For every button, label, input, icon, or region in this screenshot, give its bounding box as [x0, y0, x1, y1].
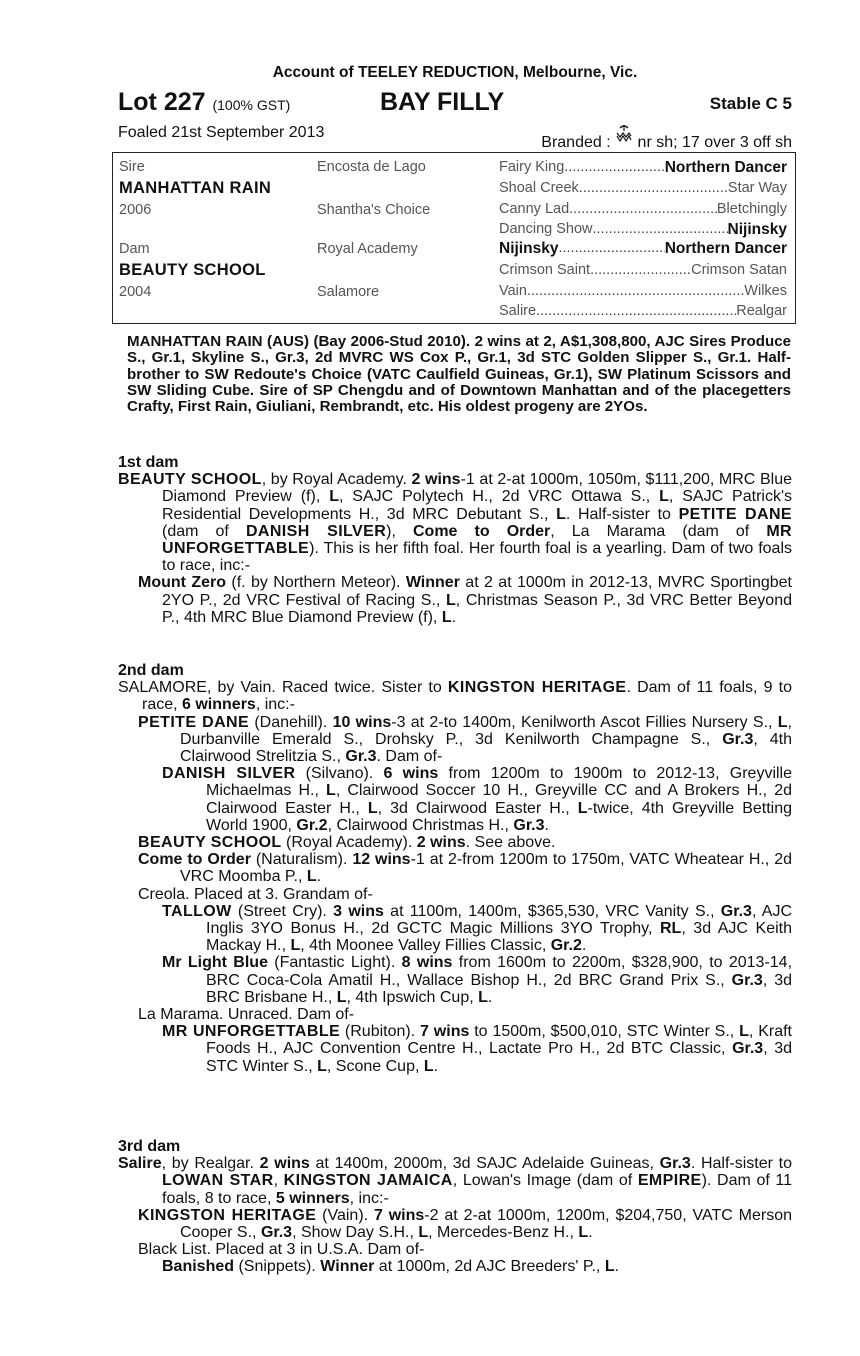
sire-name: MANHATTAN RAIN: [119, 179, 272, 197]
listed-mark: L: [578, 1224, 589, 1242]
text: . Half-sister to: [565, 505, 679, 523]
text: (Fantastic Light).: [267, 954, 402, 972]
text: , Clairwood Soccer 10 H., Greyville CC and A Brokers H., 2d Clairwood Easter H.,: [206, 782, 792, 817]
text: -1 at 2-at 1000m, 1050m, $111,200, MRC Blue Diamond Preview (f),: [162, 471, 792, 506]
lot-number: [118, 88, 290, 117]
text: .: [581, 937, 587, 955]
text: , SAJC Patrick's Residential Developments H., 3d MRC Debutant S.,: [162, 488, 793, 523]
text: , 3d STC Winter S.,: [206, 1040, 793, 1075]
text: ),: [386, 522, 413, 540]
text: .: [433, 1057, 439, 1075]
section-heading: 3rd dam: [118, 1138, 181, 1155]
text: , by Realgar.: [161, 1155, 260, 1173]
text: (Naturalism).: [250, 851, 353, 869]
group-mark: Gr.3: [260, 1224, 293, 1242]
horse-name: DANISH SILVER: [245, 522, 387, 540]
text: , Clairwood Christmas H.,: [327, 816, 514, 834]
text: , Kraft Foods H., AJC Convention Centre H., Lactate Pro H., 2d BTC Classic,: [206, 1023, 792, 1058]
text: .: [614, 1258, 620, 1276]
first-dam-section: [118, 454, 792, 626]
pedigree-right: Nijinsky: [727, 221, 787, 238]
section-heading: 1st dam: [118, 454, 179, 471]
pedigree-line: [499, 240, 787, 258]
listed-mark: RL: [659, 920, 682, 938]
text: (Rubiton).: [340, 1023, 421, 1041]
stable-location: Stable C 5: [709, 94, 792, 113]
pedigree-line: [499, 180, 787, 196]
pedigree-table: [112, 152, 796, 324]
progeny-entry: [118, 954, 792, 1006]
pedigree-left: Crimson Saint: [499, 262, 591, 278]
text: , 3d BRC Brisbane H.,: [206, 971, 793, 1006]
text: (Danehill).: [249, 713, 333, 731]
second-dam-section: [118, 662, 792, 1075]
wins-count: 7 wins: [420, 1023, 470, 1041]
group-mark: Gr.2: [296, 816, 328, 834]
text: ). This is her fifth foal. Her fourth foal is a yearling. Dam of two foals to race, inc:-: [162, 540, 792, 575]
progeny-entry: [118, 1023, 792, 1075]
horse-name: KINGSTON HERITAGE: [138, 1206, 317, 1224]
dam-entry: [118, 679, 792, 713]
progeny-entry: [118, 765, 792, 834]
progeny-entry: Creola. Placed at 3. Grandam of-: [138, 885, 373, 903]
foaled-date: Foaled 21st September 2013: [118, 124, 325, 141]
listed-mark: L: [478, 988, 488, 1006]
pedigree-line: [499, 159, 787, 177]
text: . Dam of-: [376, 748, 443, 766]
wins-count: 6 winners: [182, 696, 256, 714]
horse-name: EMPIRE: [637, 1172, 702, 1190]
pedigree-left: Canny Lad: [499, 201, 570, 217]
horse-name: DANISH SILVER: [162, 765, 296, 783]
text: , SAJC Polytech H., 2d VRC Ottawa S.,: [338, 488, 660, 506]
horse-name: Banished: [162, 1258, 235, 1276]
wins-count: 2 wins: [416, 834, 466, 852]
brand-prefix: Branded :: [541, 134, 616, 151]
text: .: [487, 988, 493, 1006]
progeny-entry: [118, 574, 792, 626]
listed-mark: L: [604, 1258, 615, 1276]
text: . Dam of 11 foals, 9 to race,: [142, 679, 793, 714]
lot-sex: BAY FILLY: [380, 88, 505, 116]
brand-suffix: nr sh; 17 over 3 off sh: [633, 134, 792, 151]
text: .: [588, 1224, 593, 1242]
pedigree-line: [499, 221, 787, 239]
wins-count: 2 wins: [259, 1155, 310, 1173]
pedigree-right: Northern Dancer: [664, 240, 787, 257]
horse-name: BEAUTY SCHOOL: [118, 471, 262, 489]
progeny-entry: La Marama. Unraced. Dam of-: [138, 1006, 355, 1024]
group-mark: Gr.3: [720, 902, 752, 920]
horse-name: Mount Zero: [138, 574, 227, 592]
pedigree-right: Wilkes: [744, 283, 787, 299]
progeny-entry: [118, 714, 792, 766]
horse-name: Come to Order: [138, 851, 251, 869]
text: , inc:-: [255, 696, 295, 714]
text: , AJC Inglis 3YO Bonus H., 2d GCTC Magic Millions 3YO Trophy,: [206, 902, 793, 938]
horse-name: TALLOW: [162, 902, 232, 920]
pedigree-right: Bletchingly: [716, 201, 787, 217]
progeny-entry: [118, 1207, 792, 1241]
dam-dam: Salamore: [317, 284, 380, 300]
listed-mark: L: [290, 937, 301, 955]
wins-count: Winner: [405, 574, 460, 592]
dam-sire: Royal Academy: [317, 241, 418, 257]
pedigree-right: Realgar: [736, 303, 787, 319]
pedigree-left: Shoal Creek: [499, 180, 579, 196]
wins-count: 6 wins: [383, 765, 439, 783]
wins-count: 8 wins: [401, 954, 453, 972]
text: (Silvano).: [295, 765, 384, 783]
group-mark: Gr.3: [659, 1155, 691, 1173]
gst-note: (100% GST): [212, 97, 291, 113]
sire-label: Sire: [119, 159, 145, 175]
progeny-entry: Black List. Placed at 3 in U.S.A. Dam of-: [138, 1241, 425, 1259]
group-mark: Gr.3: [345, 748, 377, 766]
pedigree-line: [499, 283, 787, 299]
listed-mark: L: [446, 591, 456, 609]
dam-year: 2004: [119, 284, 152, 300]
text: -2 at 2-at 1000m, 1200m, $204,750, VATC Merson Cooper S.,: [180, 1206, 793, 1242]
progeny-entry: [118, 834, 792, 851]
wins-count: Winner: [320, 1258, 375, 1276]
text: , Christmas Season P., 3d VRC Better Beyond P., 4th MRC Blue Diamond Preview (f),: [162, 591, 792, 626]
text: .: [316, 868, 322, 886]
horse-name: BEAUTY SCHOOL: [138, 834, 282, 852]
horse-name: Come to Order: [413, 522, 551, 540]
listed-mark: L: [577, 799, 588, 817]
horse-name: PETITE DANE: [138, 713, 250, 731]
listed-mark: L: [423, 1057, 434, 1075]
pedigree-line: [499, 262, 787, 278]
text: , Durbanville Emerald S., Drohsky P., 3d Kenilworth Champagne S.,: [180, 713, 792, 748]
text: -twice, 4th Greyville Betting World 1900,: [206, 799, 793, 834]
pedigree-line: [499, 303, 787, 319]
text: .: [544, 816, 549, 834]
text: ). Dam of 11 foals, 8 to race,: [162, 1172, 793, 1207]
horse-name: Salire: [118, 1155, 162, 1173]
pedigree-right: Star Way: [727, 180, 787, 196]
text: , inc:-: [349, 1189, 389, 1207]
wins-count: 3 wins: [333, 902, 384, 920]
listed-mark: L: [418, 1224, 429, 1242]
sire-sire: Encosta de Lago: [317, 159, 426, 175]
group-mark: Gr.3: [731, 971, 763, 989]
horse-name: MR UNFORGETTABLE: [162, 1023, 341, 1041]
section-heading: 2nd dam: [118, 662, 184, 679]
progeny-entry: [118, 1258, 792, 1275]
listed-mark: L: [326, 782, 336, 800]
wins-count: 2 wins: [411, 471, 461, 489]
text: , by Royal Academy.: [261, 471, 412, 489]
text: . Half-sister to: [690, 1155, 793, 1173]
brand-info: [541, 124, 792, 152]
dam-entry: [118, 471, 792, 574]
text: , 4th Clairwood Strelitzia S.,: [180, 730, 792, 766]
text: -3 at 2-to 1400m, Kenilworth Ascot Fillies Nursery S.,: [391, 713, 778, 731]
text: , 3d AJC Keith Mackay H.,: [206, 920, 793, 955]
group-mark: Gr.2: [550, 937, 582, 955]
text: SALAMORE, by Vain. Raced twice. Sister to: [118, 679, 448, 697]
listed-mark: L: [739, 1023, 749, 1041]
pedigree-left: Fairy King: [499, 159, 565, 175]
horse-name: PETITE DANE: [678, 505, 792, 523]
wins-count: 7 wins: [373, 1206, 425, 1224]
sire-dam: Shantha's Choice: [317, 202, 431, 218]
listed-mark: L: [336, 988, 347, 1006]
lot-header: [118, 88, 792, 120]
group-mark: Gr.3: [722, 730, 754, 748]
text: , Show Day S.H.,: [292, 1224, 419, 1242]
text: at 1400m, 2000m, 3d SAJC Adelaide Guineas,: [309, 1155, 660, 1173]
text: , 3d Clairwood Easter H.,: [377, 799, 578, 817]
pedigree-left: Salire: [499, 303, 537, 319]
text: at 1100m, 1400m, $365,530, VRC Vanity S.,: [383, 902, 721, 920]
text: , Mercedes-Benz H.,: [428, 1224, 579, 1242]
text: from 1200m to 1900m to 2012-13, Greyville Michaelmas H.,: [206, 765, 793, 800]
listed-mark: L: [317, 1057, 327, 1075]
wins-count: 5 winners: [275, 1189, 350, 1207]
listed-mark: L: [777, 713, 788, 731]
sire-year: 2006: [119, 202, 152, 218]
dam-entry: [118, 1155, 792, 1207]
text: , 4th Moonee Valley Fillies Classic,: [300, 937, 551, 955]
text: , 4th Ipswich Cup,: [346, 988, 479, 1006]
horse-name: LOWAN STAR: [162, 1172, 274, 1190]
wins-count: 10 wins: [332, 713, 392, 731]
text: (Street Cry).: [231, 902, 334, 920]
pedigree-left: Nijinsky: [499, 240, 559, 257]
text: (Snippets).: [234, 1258, 321, 1276]
progeny-entry: [118, 851, 792, 885]
lot-label: Lot 227: [118, 88, 206, 116]
listed-mark: L: [659, 488, 669, 506]
text: (dam of: [162, 522, 246, 540]
progeny-entry: [118, 903, 792, 955]
horse-name: Mr Light Blue: [162, 954, 268, 972]
listed-mark: L: [306, 868, 317, 886]
horse-name: KINGSTON HERITAGE: [447, 679, 627, 697]
horse-name: MR UNFORGETTABLE: [162, 522, 793, 558]
text: .: [451, 608, 457, 626]
listed-mark: L: [329, 488, 339, 506]
text: at 2 at 1000m in 2012-13, MVRC Sportingbet 2YO P., 2d VRC Festival of Racing S.,: [162, 574, 792, 609]
listed-mark: L: [367, 799, 378, 817]
pedigree-line: [499, 201, 787, 217]
text: to 1500m, $500,010, STC Winter S.,: [469, 1023, 740, 1041]
group-mark: Gr.3: [513, 816, 545, 834]
text: . See above.: [465, 834, 556, 852]
pedigree-left: Vain: [499, 283, 527, 299]
pedigree-right: Northern Dancer: [664, 159, 787, 176]
pedigree-right: Crimson Satan: [691, 262, 787, 278]
listed-mark: L: [441, 608, 452, 626]
text: , Lowan's Image (dam of: [452, 1172, 638, 1190]
listed-mark: L: [556, 505, 566, 523]
dam-label: Dam: [119, 241, 150, 257]
brand-mark-icon: [615, 124, 633, 147]
text: from 1600m to 2200m, $328,900, to 2013-14, BRC Coca-Cola Amatil H., Wallace Bishop H., 2d BRC Grand Prix S.,: [206, 954, 793, 989]
third-dam-section: [118, 1138, 792, 1276]
text: (Vain).: [316, 1206, 374, 1224]
text: at 1000m, 2d AJC Breeders' P.,: [374, 1258, 605, 1276]
text: , La Marama (dam of: [550, 522, 767, 540]
horse-name: KINGSTON JAMAICA: [283, 1172, 453, 1190]
text: -1 at 2-from 1200m to 1750m, VATC Wheatear H., 2d VRC Moomba P.,: [180, 851, 793, 886]
dam-name: BEAUTY SCHOOL: [119, 261, 266, 279]
text: (Royal Academy).: [281, 834, 417, 852]
pedigree-left: Dancing Show: [499, 221, 593, 237]
wins-count: 12 wins: [352, 851, 411, 869]
vendor-account: Account of TEELEY REDUCTION, Melbourne, Vic.: [272, 64, 638, 81]
sire-summary: MANHATTAN RAIN (AUS) (Bay 2006-Stud 2010). 2 wins at 2, A$1,308,800, AJC Sires Produce S., Gr.1, Skyline S., Gr.3, 2d MVRC WS Cox P., Gr.1, 3d STC Golden Slipper S., Gr.1. Half-brother to SW Redoute's Choice (VATC Caulfield Guineas, Gr.1), SW Platinum Scissors and SW Sliding Cube. Sire of SP Chengdu and of Downtown Manhattan and of the placegetters Crafty, First Rain, Giuliani, Rembrandt, etc. His oldest progeny are 2YOs.: [127, 333, 791, 416]
group-mark: Gr.3: [732, 1040, 764, 1058]
text: (f. by Northern Meteor).: [226, 574, 406, 592]
text: , Scone Cup,: [326, 1057, 424, 1075]
text: ,: [273, 1172, 284, 1190]
